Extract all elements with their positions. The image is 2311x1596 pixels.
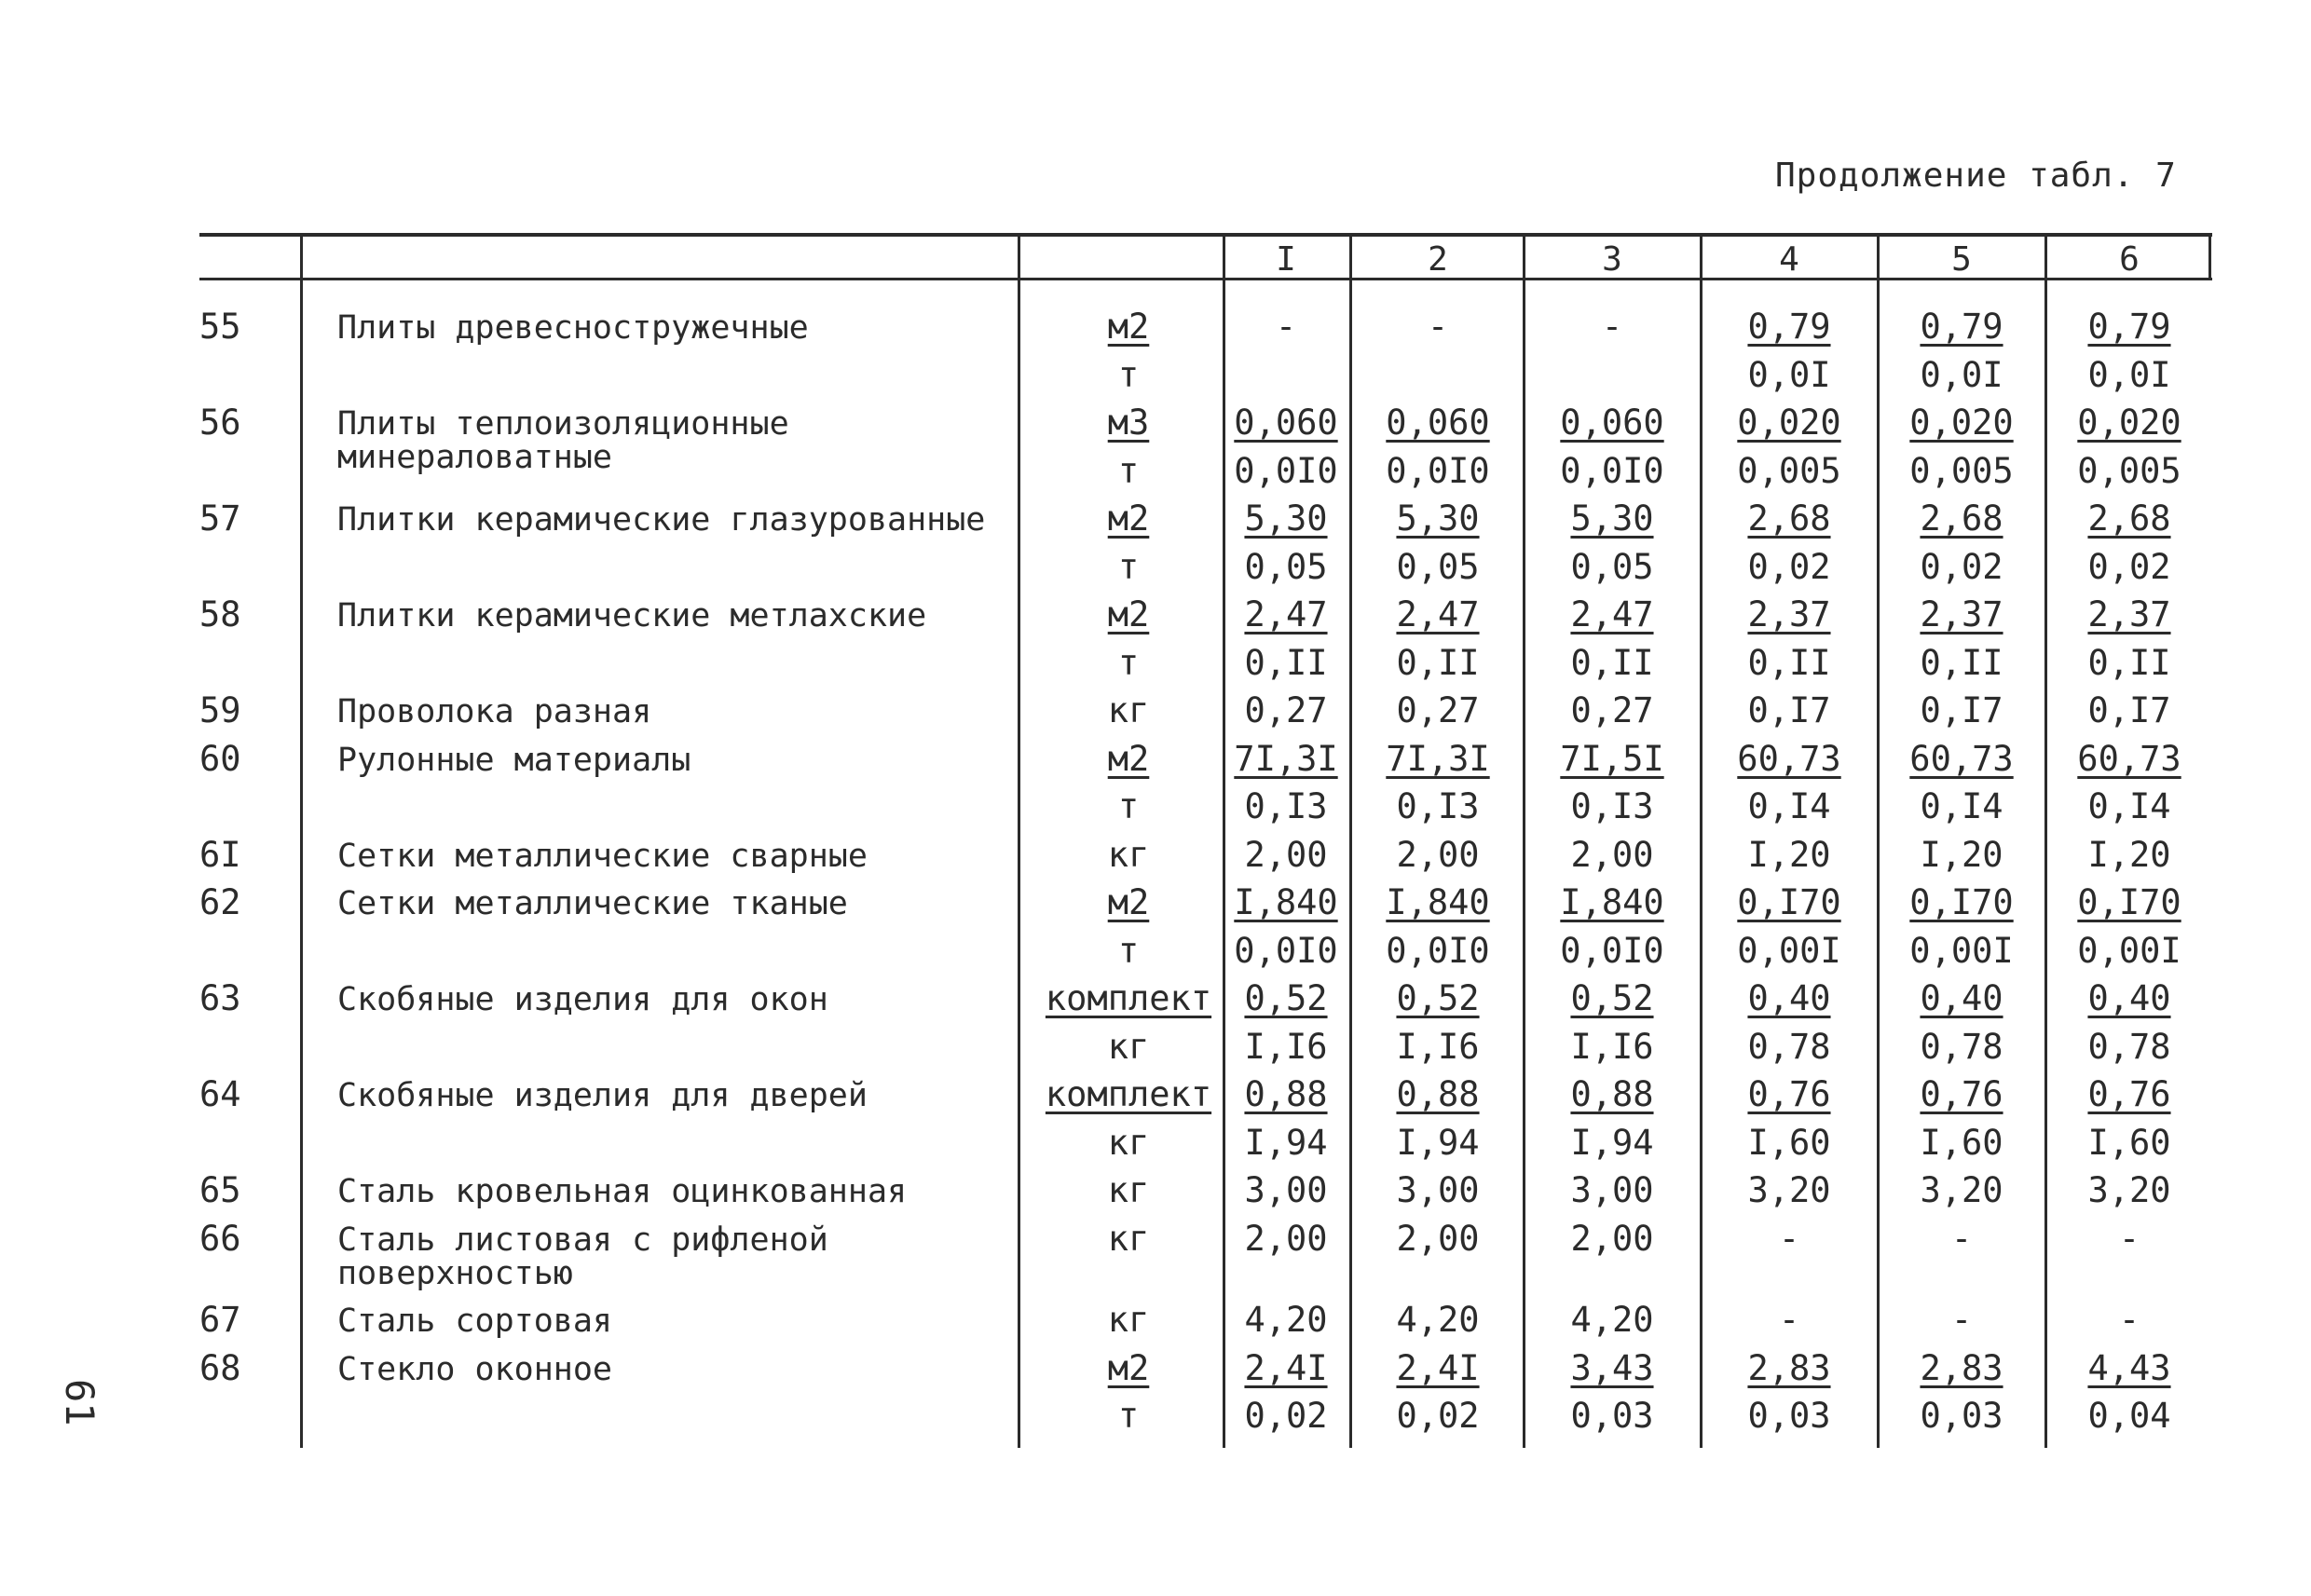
value-cell: 2,68	[2087, 498, 2171, 539]
value-cell: 4,43	[2087, 1347, 2171, 1388]
value-cell: 2,00	[1244, 834, 1328, 875]
value-cell: I,20	[2087, 834, 2171, 875]
table-top-rule	[199, 233, 2212, 237]
value-cell: 0,76	[1747, 1074, 1831, 1114]
value-cell: 2,4I	[1244, 1347, 1328, 1388]
value-cell: 0,02	[1747, 546, 1831, 587]
value-cell: 2,00	[1396, 1218, 1480, 1259]
value-cell: 0,76	[1920, 1074, 2003, 1114]
value-cell: -	[1601, 307, 1623, 347]
material-name: Плитки керамические метлахские	[337, 597, 927, 634]
value-cell: I,I6	[1570, 1026, 1654, 1067]
unit-of-measure: т	[1117, 546, 1140, 587]
column-header: I	[1276, 240, 1296, 279]
value-cell: 0,005	[1909, 450, 2014, 491]
row-number: 59	[199, 690, 241, 730]
unit-of-measure: м2	[1107, 498, 1150, 539]
value-cell: 0,02	[1396, 1396, 1480, 1436]
value-cell: 0,I70	[1737, 882, 1841, 922]
value-cell: 7I,3I	[1234, 738, 1338, 779]
row-number: 55	[199, 307, 241, 347]
value-cell: 0,40	[2087, 978, 2171, 1018]
value-cell: 0,020	[1737, 402, 1841, 443]
material-name: Рулонные материалы	[337, 741, 691, 779]
unit-of-measure: кг	[1107, 1300, 1150, 1340]
value-cell: -	[2118, 1300, 2140, 1340]
row-number: 65	[199, 1170, 241, 1210]
value-cell: 60,73	[1737, 738, 1841, 779]
value-cell: 2,37	[1920, 594, 2003, 634]
value-cell: 0,40	[1920, 978, 2003, 1018]
value-cell: 0,79	[1747, 307, 1831, 347]
value-cell: 0,00I	[1909, 930, 2014, 971]
value-cell	[1525, 354, 1700, 397]
unit-of-measure: т	[1117, 642, 1140, 683]
value-cell: I,60	[1920, 1122, 2003, 1163]
value-cell: 0,02	[1920, 546, 2003, 587]
value-cell: 0,I4	[1747, 786, 1831, 826]
value-cell: -	[1275, 307, 1297, 347]
value-cell: -	[1778, 1300, 1800, 1340]
page-number: 61	[57, 1379, 103, 1426]
value-cell: 0,0I	[1747, 354, 1831, 395]
value-cell: I,60	[2087, 1122, 2171, 1163]
value-cell: 0,0I	[1920, 354, 2003, 395]
value-cell: 7I,5I	[1560, 738, 1664, 779]
value-cell: 2,68	[1920, 498, 2003, 539]
value-cell: 0,03	[1747, 1396, 1831, 1436]
value-cell: 0,005	[2077, 450, 2181, 491]
value-cell: 0,03	[1920, 1396, 2003, 1436]
material-name: Сетки металлические тканые	[337, 885, 848, 922]
value-cell: 0,27	[1244, 690, 1328, 730]
value-cell: 0,02	[1244, 1396, 1328, 1436]
value-cell: 0,0I	[2087, 354, 2171, 395]
unit-of-measure: м3	[1107, 402, 1150, 443]
material-name: Сталь листовая с рифленой поверхностью	[337, 1221, 828, 1292]
value-cell: 0,78	[1920, 1026, 2003, 1067]
material-name: Плитки керамические глазурованные	[337, 501, 986, 539]
column-header: 4	[1779, 240, 1799, 279]
column-header: 5	[1951, 240, 1972, 279]
value-cell: 0,I7	[2087, 690, 2171, 730]
material-name: Сталь кровельная оцинкованная	[337, 1173, 908, 1210]
table-caption: Продолжение табл. 7	[1775, 157, 2177, 195]
value-cell: 0,I7	[1920, 690, 2003, 730]
unit-of-measure: т	[1117, 450, 1140, 491]
unit-of-measure: т	[1117, 786, 1140, 826]
value-cell: 0,I4	[2087, 786, 2171, 826]
value-cell: 5,30	[1570, 498, 1654, 539]
material-name: Сталь сортовая	[337, 1303, 613, 1340]
value-cell: 0,00I	[1737, 930, 1841, 971]
unit-of-measure: кг	[1107, 1122, 1150, 1163]
row-number: 6I	[199, 834, 241, 875]
value-cell: I,94	[1396, 1122, 1480, 1163]
unit-of-measure: т	[1117, 354, 1140, 395]
value-cell: 0,03	[1570, 1396, 1654, 1436]
value-cell: 2,47	[1396, 594, 1480, 634]
row-number: 60	[199, 738, 241, 779]
value-cell: 4,20	[1244, 1300, 1328, 1340]
value-cell: 7I,3I	[1386, 738, 1490, 779]
value-cell: 3,00	[1244, 1170, 1328, 1210]
value-cell: 0,27	[1570, 690, 1654, 730]
value-cell: 60,73	[1909, 738, 2014, 779]
value-cell: -	[2118, 1218, 2140, 1259]
value-cell: I,20	[1920, 834, 2003, 875]
value-cell: I,840	[1560, 882, 1664, 922]
value-cell: I,840	[1234, 882, 1338, 922]
value-cell: 60,73	[2077, 738, 2181, 779]
unit-of-measure: кг	[1107, 834, 1150, 875]
value-cell: 2,00	[1396, 834, 1480, 875]
column-divider	[300, 237, 303, 1448]
row-number: 66	[199, 1218, 241, 1259]
value-cell	[1351, 354, 1525, 397]
unit-of-measure: т	[1117, 930, 1140, 971]
value-cell: 2,00	[1570, 834, 1654, 875]
value-cell: 0,78	[2087, 1026, 2171, 1067]
material-name: Сетки металлические сварные	[337, 837, 868, 875]
value-cell: 0,0I0	[1234, 450, 1338, 491]
material-name: Стекло оконное	[337, 1350, 613, 1388]
value-cell: 0,88	[1570, 1074, 1654, 1114]
value-cell: 2,00	[1244, 1218, 1328, 1259]
column-header: 6	[2119, 240, 2140, 279]
value-cell: 0,I70	[2077, 882, 2181, 922]
value-cell: 2,37	[2087, 594, 2171, 634]
row-number: 56	[199, 402, 241, 443]
value-cell: 0,40	[1747, 978, 1831, 1018]
unit-of-measure: кг	[1107, 1170, 1150, 1210]
value-cell: 5,30	[1244, 498, 1328, 539]
value-cell: 3,00	[1396, 1170, 1480, 1210]
material-name: Плиты теплоизоляционные минераловатные	[337, 405, 789, 476]
value-cell: 0,II	[1920, 642, 2003, 683]
value-cell: 0,02	[2087, 546, 2171, 587]
value-cell: 2,83	[1747, 1347, 1831, 1388]
value-cell: 0,060	[1234, 402, 1338, 443]
row-number: 57	[199, 498, 241, 539]
value-cell: 4,20	[1570, 1300, 1654, 1340]
value-cell: 0,020	[1909, 402, 2014, 443]
column-divider	[1018, 237, 1020, 1448]
value-cell: 0,52	[1570, 978, 1654, 1018]
value-cell: 0,I7	[1747, 690, 1831, 730]
value-cell: 2,4I	[1396, 1347, 1480, 1388]
value-cell: I,94	[1570, 1122, 1654, 1163]
value-cell: 0,I3	[1396, 786, 1480, 826]
value-cell: I,60	[1747, 1122, 1831, 1163]
value-cell: 0,060	[1386, 402, 1490, 443]
unit-of-measure: комплект	[1045, 978, 1212, 1018]
value-cell: 0,05	[1396, 546, 1480, 587]
value-cell: 0,0I0	[1560, 930, 1664, 971]
value-cell: 0,II	[2087, 642, 2171, 683]
row-number: 63	[199, 978, 241, 1018]
value-cell: 2,00	[1570, 1218, 1654, 1259]
value-cell: 0,88	[1244, 1074, 1328, 1114]
value-cell: 0,005	[1737, 450, 1841, 491]
value-cell: 3,20	[2087, 1170, 2171, 1210]
column-header: 3	[1602, 240, 1622, 279]
unit-of-measure: комплект	[1045, 1074, 1212, 1114]
value-cell	[1223, 354, 1349, 397]
value-cell: 0,0I0	[1386, 450, 1490, 491]
unit-of-measure: м2	[1107, 594, 1150, 634]
material-name: Проволока разная	[337, 693, 652, 730]
unit-of-measure: м2	[1107, 882, 1150, 922]
value-cell: 0,I4	[1920, 786, 2003, 826]
value-cell: I,I6	[1244, 1026, 1328, 1067]
value-cell: 2,37	[1747, 594, 1831, 634]
unit-of-measure: кг	[1107, 1218, 1150, 1259]
value-cell: 0,04	[2087, 1396, 2171, 1436]
value-cell: 0,II	[1396, 642, 1480, 683]
value-cell: 0,79	[1920, 307, 2003, 347]
value-cell: -	[1427, 307, 1449, 347]
value-cell: 3,20	[1747, 1170, 1831, 1210]
value-cell: 3,43	[1570, 1347, 1654, 1388]
value-cell: 0,0I0	[1234, 930, 1338, 971]
value-cell: 4,20	[1396, 1300, 1480, 1340]
value-cell: 0,88	[1396, 1074, 1480, 1114]
value-cell: 0,I3	[1244, 786, 1328, 826]
value-cell: 0,79	[2087, 307, 2171, 347]
value-cell: I,94	[1244, 1122, 1328, 1163]
value-cell: 0,78	[1747, 1026, 1831, 1067]
value-cell: 3,00	[1570, 1170, 1654, 1210]
value-cell: 0,52	[1244, 978, 1328, 1018]
material-name: Плиты древесностружечные	[337, 309, 809, 347]
material-name: Скобяные изделия для дверей	[337, 1077, 868, 1114]
value-cell: 5,30	[1396, 498, 1480, 539]
value-cell: -	[1950, 1300, 1973, 1340]
value-cell: I,20	[1747, 834, 1831, 875]
unit-of-measure: т	[1117, 1396, 1140, 1436]
value-cell: -	[1950, 1218, 1973, 1259]
column-header: 2	[1428, 240, 1448, 279]
value-cell: I,840	[1386, 882, 1490, 922]
value-cell: 0,060	[1560, 402, 1664, 443]
row-number: 67	[199, 1300, 241, 1340]
value-cell: 2,68	[1747, 498, 1831, 539]
value-cell: 0,I70	[1909, 882, 2014, 922]
value-cell: 0,II	[1244, 642, 1328, 683]
row-number: 58	[199, 594, 241, 634]
unit-of-measure: кг	[1107, 1026, 1150, 1067]
value-cell: 0,0I0	[1560, 450, 1664, 491]
unit-of-measure: м2	[1107, 1347, 1150, 1388]
value-cell: 3,20	[1920, 1170, 2003, 1210]
row-number: 62	[199, 882, 241, 922]
value-cell: I,I6	[1396, 1026, 1480, 1067]
value-cell: 0,00I	[2077, 930, 2181, 971]
value-cell: 0,27	[1396, 690, 1480, 730]
value-cell: 0,05	[1570, 546, 1654, 587]
value-cell: 0,76	[2087, 1074, 2171, 1114]
row-number: 68	[199, 1347, 241, 1388]
value-cell: 0,52	[1396, 978, 1480, 1018]
value-cell: -	[1778, 1218, 1800, 1259]
value-cell: 0,I3	[1570, 786, 1654, 826]
unit-of-measure: м2	[1107, 738, 1150, 779]
value-cell: 0,05	[1244, 546, 1328, 587]
value-cell: 0,II	[1747, 642, 1831, 683]
unit-of-measure: кг	[1107, 690, 1150, 730]
value-cell: 0,0I0	[1386, 930, 1490, 971]
row-number: 64	[199, 1074, 241, 1114]
value-cell: 2,83	[1920, 1347, 2003, 1388]
value-cell: 2,47	[1570, 594, 1654, 634]
value-cell: 0,II	[1570, 642, 1654, 683]
value-cell: 0,020	[2077, 402, 2181, 443]
material-name: Скобяные изделия для окон	[337, 981, 828, 1018]
unit-of-measure: м2	[1107, 307, 1150, 347]
value-cell: 2,47	[1244, 594, 1328, 634]
